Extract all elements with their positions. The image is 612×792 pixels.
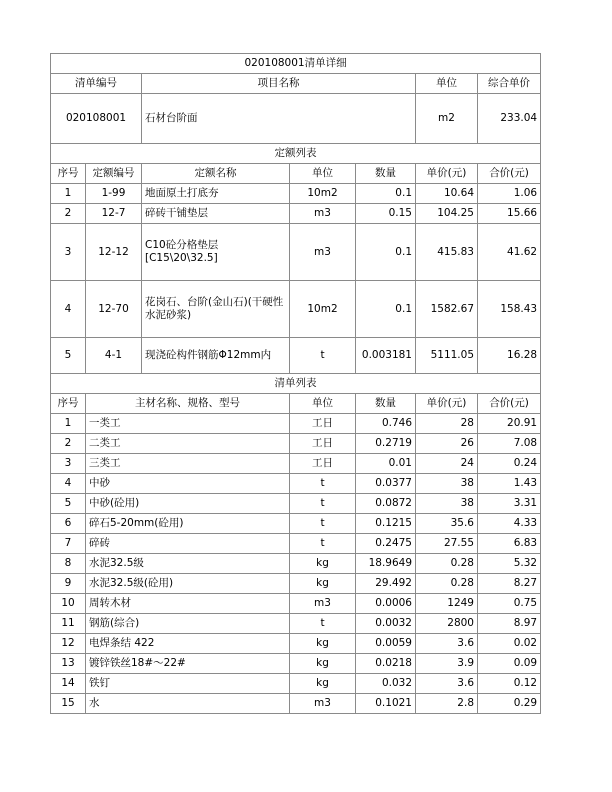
- quota-name-header: 定额名称: [142, 164, 290, 184]
- material-qty: 0.0032: [356, 614, 416, 634]
- material-qty: 18.9649: [356, 554, 416, 574]
- material-seq: 6: [51, 514, 86, 534]
- bill-code: 020108001: [51, 94, 142, 144]
- quota-total: 41.62: [478, 224, 541, 281]
- material-row: [51, 694, 541, 714]
- material-price: 24: [416, 454, 478, 474]
- material-total: 0.24: [478, 454, 541, 474]
- quota-price: 104.25: [416, 204, 478, 224]
- material-qty: 0.0059: [356, 634, 416, 654]
- material-name: 碎砖: [86, 534, 290, 554]
- material-seq: 12: [51, 634, 86, 654]
- material-qty: 0.2719: [356, 434, 416, 454]
- quota-code: 12-12: [86, 224, 142, 281]
- material-unit: kg: [290, 554, 356, 574]
- quota-name: 地面原土打底夯: [142, 184, 290, 204]
- material-price: 3.6: [416, 634, 478, 654]
- quota-row: [51, 184, 541, 204]
- quota-unit: 10m2: [290, 281, 356, 338]
- material-qty: 0.0377: [356, 474, 416, 494]
- material-name: 碎石5-20mm(砼用): [86, 514, 290, 534]
- material-total: 0.29: [478, 694, 541, 714]
- material-name: 电焊条结 422: [86, 634, 290, 654]
- material-section-row: [51, 374, 541, 394]
- material-total: 6.83: [478, 534, 541, 554]
- quota-section-title: 定额列表: [51, 144, 541, 164]
- quota-name: 碎砖干铺垫层: [142, 204, 290, 224]
- material-unit: 工日: [290, 414, 356, 434]
- material-price-header: 单价(元): [416, 394, 478, 414]
- material-seq-header: 序号: [51, 394, 86, 414]
- material-total: 0.02: [478, 634, 541, 654]
- material-price: 2.8: [416, 694, 478, 714]
- material-qty-header: 数量: [356, 394, 416, 414]
- material-name: 二类工: [86, 434, 290, 454]
- material-name: 水: [86, 694, 290, 714]
- material-total: 3.31: [478, 494, 541, 514]
- material-total-header: 合价(元): [478, 394, 541, 414]
- material-header-row: [51, 394, 541, 414]
- material-row: [51, 574, 541, 594]
- material-seq: 11: [51, 614, 86, 634]
- material-row: [51, 594, 541, 614]
- material-qty: 0.1021: [356, 694, 416, 714]
- quota-total: 158.43: [478, 281, 541, 338]
- material-row: [51, 514, 541, 534]
- quota-seq: 5: [51, 338, 86, 374]
- quota-code: 1-99: [86, 184, 142, 204]
- material-qty: 0.0006: [356, 594, 416, 614]
- material-price: 38: [416, 474, 478, 494]
- material-qty: 0.2475: [356, 534, 416, 554]
- material-seq: 14: [51, 674, 86, 694]
- material-qty: 0.746: [356, 414, 416, 434]
- quota-price-header: 单价(元): [416, 164, 478, 184]
- material-row: [51, 494, 541, 514]
- material-total: 0.75: [478, 594, 541, 614]
- quota-total: 16.28: [478, 338, 541, 374]
- material-total: 8.27: [478, 574, 541, 594]
- quota-total: 15.66: [478, 204, 541, 224]
- material-seq: 4: [51, 474, 86, 494]
- material-price: 0.28: [416, 574, 478, 594]
- material-unit: kg: [290, 654, 356, 674]
- material-unit: t: [290, 494, 356, 514]
- material-row: [51, 554, 541, 574]
- material-seq: 8: [51, 554, 86, 574]
- bill-code-header: 清单编号: [51, 74, 142, 94]
- quota-unit: m3: [290, 224, 356, 281]
- material-unit: kg: [290, 674, 356, 694]
- quota-qty: 0.1: [356, 281, 416, 338]
- quota-price: 10.64: [416, 184, 478, 204]
- material-price: 27.55: [416, 534, 478, 554]
- material-qty: 0.01: [356, 454, 416, 474]
- quota-seq-header: 序号: [51, 164, 86, 184]
- material-row: [51, 534, 541, 554]
- material-qty: 0.1215: [356, 514, 416, 534]
- material-price: 3.6: [416, 674, 478, 694]
- quota-row: [51, 224, 541, 281]
- bill-unit-header: 单位: [416, 74, 478, 94]
- quota-row: [51, 204, 541, 224]
- material-qty: 29.492: [356, 574, 416, 594]
- material-total: 0.09: [478, 654, 541, 674]
- material-total: 4.33: [478, 514, 541, 534]
- sheet-title: 020108001清单详细: [51, 54, 541, 74]
- material-price: 1249: [416, 594, 478, 614]
- material-seq: 2: [51, 434, 86, 454]
- material-price: 28: [416, 414, 478, 434]
- material-unit: t: [290, 514, 356, 534]
- quota-header-row: [51, 164, 541, 184]
- material-name: 水泥32.5级(砼用): [86, 574, 290, 594]
- material-name-header: 主材名称、规格、型号: [86, 394, 290, 414]
- material-seq: 7: [51, 534, 86, 554]
- quota-unit: t: [290, 338, 356, 374]
- material-qty: 0.0218: [356, 654, 416, 674]
- material-unit: t: [290, 474, 356, 494]
- material-seq: 10: [51, 594, 86, 614]
- bill-header-row: [51, 74, 541, 94]
- material-row: [51, 634, 541, 654]
- quota-name: 花岗石、台阶(金山石)(干硬性水泥砂浆): [142, 281, 290, 338]
- material-seq: 15: [51, 694, 86, 714]
- quota-qty: 0.1: [356, 224, 416, 281]
- quota-unit-header: 单位: [290, 164, 356, 184]
- material-total: 5.32: [478, 554, 541, 574]
- material-row: [51, 434, 541, 454]
- material-name: 中砂(砼用): [86, 494, 290, 514]
- material-unit: m3: [290, 694, 356, 714]
- bill-price: 233.04: [478, 94, 541, 144]
- material-total: 20.91: [478, 414, 541, 434]
- material-row: [51, 674, 541, 694]
- quota-unit: m3: [290, 204, 356, 224]
- material-price: 26: [416, 434, 478, 454]
- material-name: 周转木材: [86, 594, 290, 614]
- quota-price: 415.83: [416, 224, 478, 281]
- quota-qty: 0.15: [356, 204, 416, 224]
- quota-seq: 1: [51, 184, 86, 204]
- bill-unit: m2: [416, 94, 478, 144]
- quota-row: [51, 281, 541, 338]
- material-price: 2800: [416, 614, 478, 634]
- material-total: 0.12: [478, 674, 541, 694]
- table-body: [51, 54, 541, 714]
- material-unit: m3: [290, 594, 356, 614]
- quota-name: C10砼分格垫层[C15\20\32.5]: [142, 224, 290, 281]
- material-unit: kg: [290, 574, 356, 594]
- quota-row: [51, 338, 541, 374]
- quota-total-header: 合价(元): [478, 164, 541, 184]
- material-total: 1.43: [478, 474, 541, 494]
- quota-price: 1582.67: [416, 281, 478, 338]
- material-qty: 0.032: [356, 674, 416, 694]
- material-row: [51, 474, 541, 494]
- material-name: 铁钉: [86, 674, 290, 694]
- material-row: [51, 454, 541, 474]
- quota-qty: 0.1: [356, 184, 416, 204]
- material-seq: 3: [51, 454, 86, 474]
- quota-seq: 3: [51, 224, 86, 281]
- material-name: 三类工: [86, 454, 290, 474]
- title-row: [51, 54, 541, 74]
- material-unit: kg: [290, 634, 356, 654]
- material-seq: 9: [51, 574, 86, 594]
- quota-price: 5111.05: [416, 338, 478, 374]
- bill-row: [51, 94, 541, 144]
- material-name: 水泥32.5级: [86, 554, 290, 574]
- quota-unit: 10m2: [290, 184, 356, 204]
- quota-name: 现浇砼构件钢筋Φ12mm内: [142, 338, 290, 374]
- quota-total: 1.06: [478, 184, 541, 204]
- bill-detail-table: [50, 53, 541, 714]
- quota-section-row: [51, 144, 541, 164]
- material-seq: 1: [51, 414, 86, 434]
- bill-name: 石材台阶面: [142, 94, 416, 144]
- material-name: 钢筋(综合): [86, 614, 290, 634]
- material-name: 镀锌铁丝18#～22#: [86, 654, 290, 674]
- bill-name-header: 项目名称: [142, 74, 416, 94]
- material-qty: 0.0872: [356, 494, 416, 514]
- bill-price-header: 综合单价: [478, 74, 541, 94]
- material-total: 7.08: [478, 434, 541, 454]
- quota-seq: 2: [51, 204, 86, 224]
- material-total: 8.97: [478, 614, 541, 634]
- material-row: [51, 414, 541, 434]
- quota-seq: 4: [51, 281, 86, 338]
- quota-code: 12-70: [86, 281, 142, 338]
- material-name: 中砂: [86, 474, 290, 494]
- material-row: [51, 614, 541, 634]
- material-name: 一类工: [86, 414, 290, 434]
- material-seq: 13: [51, 654, 86, 674]
- quota-code: 12-7: [86, 204, 142, 224]
- bill-detail-sheet: [50, 53, 540, 714]
- material-unit: 工日: [290, 434, 356, 454]
- material-price: 38: [416, 494, 478, 514]
- material-unit: 工日: [290, 454, 356, 474]
- material-unit: t: [290, 614, 356, 634]
- quota-qty: 0.003181: [356, 338, 416, 374]
- quota-code-header: 定额编号: [86, 164, 142, 184]
- material-price: 35.6: [416, 514, 478, 534]
- material-section-title: 清单列表: [51, 374, 541, 394]
- material-price: 0.28: [416, 554, 478, 574]
- material-unit-header: 单位: [290, 394, 356, 414]
- quota-code: 4-1: [86, 338, 142, 374]
- material-unit: t: [290, 534, 356, 554]
- quota-qty-header: 数量: [356, 164, 416, 184]
- material-row: [51, 654, 541, 674]
- material-seq: 5: [51, 494, 86, 514]
- material-price: 3.9: [416, 654, 478, 674]
